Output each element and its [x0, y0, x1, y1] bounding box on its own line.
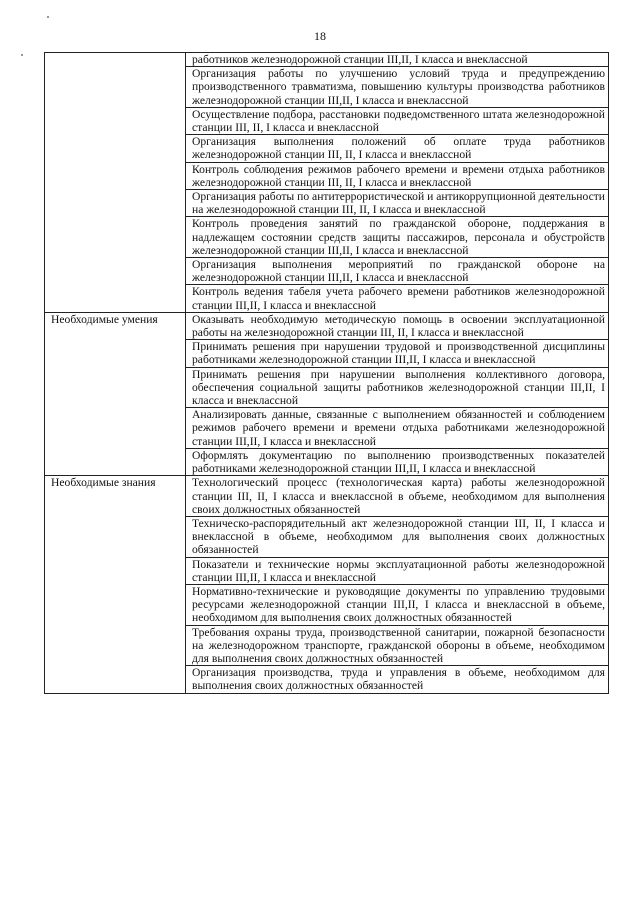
table-row [45, 312, 609, 339]
continuation-label-cell [45, 53, 186, 313]
list-item: Оказывать необходимую методическую помощь в освоении эксплуатационной работы на железнодорожной станции III, II, I класса и внеклассной [186, 312, 609, 339]
list-item: Контроль проведения занятий по гражданской обороне, поддержания в надлежащем состоянии средств защиты пассажиров, персонала и обустройств железнодорожной станции III,II, I класса и внеклассной [186, 217, 609, 258]
list-item: Организация работы по антитеррористической и антикоррупционной деятельности на железнодорожной станции III, II, I класса и внеклассной [186, 190, 609, 217]
list-item: Организация выполнения положений об оплате труда работников железнодорожной станции III, II, I класса и внеклассной [186, 135, 609, 162]
table-row [45, 476, 609, 517]
list-item: Технологический процесс (технологическая карта) работы железнодорожной станции III, II, I класса и внеклассной в объеме, необходимом для выполнения своих должностных обязанностей [186, 476, 609, 517]
list-item: Осуществление подбора, расстановки подведомственного штата железнодорожной станции III, II, I класса и внеклассной [186, 107, 609, 134]
list-item: Анализировать данные, связанные с выполнением обязанностей и соблюдением режимов рабочего времени и времени отдыха работниками железнодорожной станции III,II, I класса и внеклассной [186, 408, 609, 449]
competency-table [44, 52, 609, 694]
skills-label: Необходимые умения [45, 312, 186, 475]
list-item: Нормативно-технические и руководящие документы по управлению трудовыми ресурсами железнодорожной станции III,II, I класса и внеклассной в объеме, необходимом для выполнения своих должностных обязанностей [186, 584, 609, 625]
list-item: Организация производства, труда и управления в объеме, необходимом для выполнения своих должностных обязанностей [186, 666, 609, 693]
list-item: Принимать решения при нарушении трудовой и производственной дисциплины работниками железнодорожной станции III,II, I класса и внеклассной [186, 340, 609, 367]
list-item: Контроль соблюдения режимов рабочего времени и времени отдыха работников железнодорожной станции III, II, I класса и внеклассной [186, 162, 609, 189]
list-item: Принимать решения при нарушении выполнения коллективного договора, обеспечения социальной защиты работников железнодорожной станции III,II, I класса и внеклассной [186, 367, 609, 408]
list-item: Техническо-распорядительный акт железнодорожной станции III, II, I класса и внеклассной в объеме, необходимом для выполнения своих должностных обязанностей [186, 516, 609, 557]
list-item: Оформлять документацию по выполнению производственных показателей работниками железнодорожной станции III,II, I класса и внеклассной [186, 448, 609, 475]
list-item: Контроль ведения табеля учета рабочего времени работников железнодорожной станции III,II, I класса и внеклассной [186, 285, 609, 312]
list-item: Организация работы по улучшению условий труда и предупреждению производственного травматизма, повышению культуры производства работников железнодорожной станции III,II, I класса и внеклассной [186, 67, 609, 108]
list-item: Требования охраны труда, производственной санитарии, пожарной безопасности на железнодорожном транспорте, гражданской обороны в объеме, необходимом для выполнения своих должностных обязанностей [186, 625, 609, 666]
list-item: Показатели и технические нормы эксплуатационной работы железнодорожной станции III,II, I класса и внеклассной [186, 557, 609, 584]
list-item: работников железнодорожной станции III,II, I класса и внеклассной [186, 53, 609, 67]
knowledge-label: Необходимые знания [45, 476, 186, 693]
page-number: 18 [314, 29, 326, 43]
table-row [45, 53, 609, 67]
scan-speck [21, 54, 23, 56]
list-item: Организация выполнения мероприятий по гражданской обороне на железнодорожной станции III,II, I класса и внеклассной [186, 258, 609, 285]
scan-speck [47, 16, 49, 18]
